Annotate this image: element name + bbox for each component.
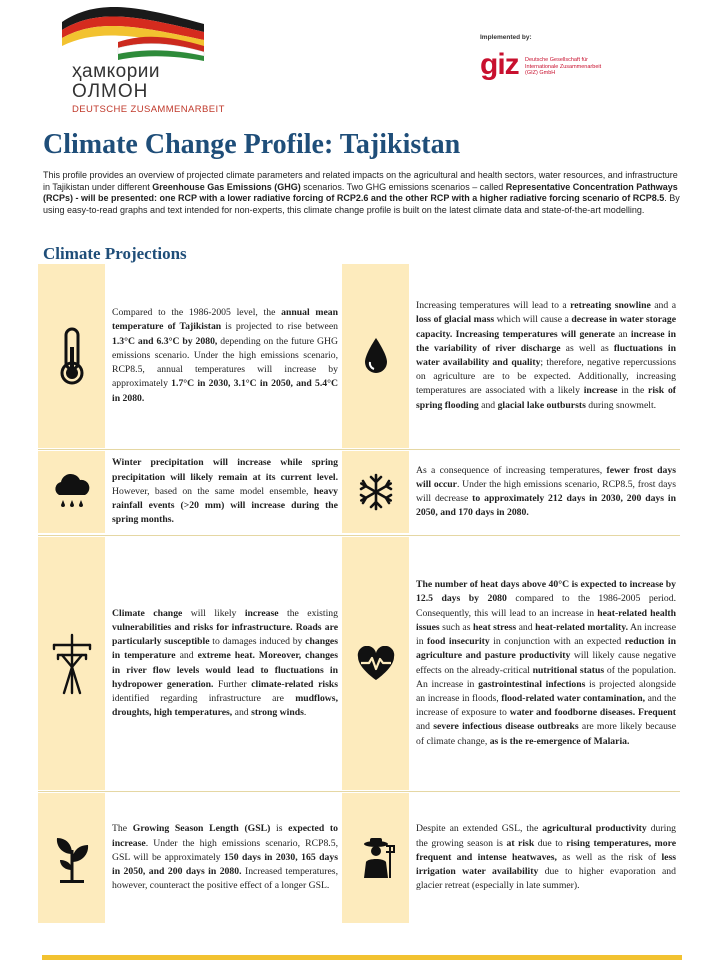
infrastructure-text: Climate change will likely increase the existing vulnerabilities and risks for infrastructure. Roads are particularly susceptible to damages induced by changes in temperature and extreme heat. Moreover, changes in river flow levels would lead to fluctuations in hydropower generation. Further climate-related risks identified regarding infrastructure are mudflows, droughts, high temperatures, and strong winds. — [105, 537, 342, 790]
hamkori-olmon-logo-text — [72, 62, 225, 115]
giz-logo: giz — [480, 48, 519, 81]
temperature-text: Compared to the 1986-2005 level, the annual mean temperature of Tajikistan is projected to rise between 1.3°C and 6.3°C by 2080, depending on the future GHG emissions scenario. Under the high emissions scenario, RCP8.5, annual temperatures will increase by approximately 1.7°C in 2030, 3.1°C in 2050, and 5.4°C in 2080. — [105, 264, 342, 448]
water-text: Increasing temperatures will lead to a retreating snowline and a loss of glacial mass which will cause a decrease in water storage capacity. Increasing temperatures will generate an increase in the variability of river discharge as well as fluctuations in water availability and quality; therefore, negative repercussions on agriculture are to be expected. Additionally, increasing temperatures are associated with a likely increase in the risk of spring flooding and glacial lake outbursts during snowmelt. — [409, 264, 680, 448]
agriculture-cell — [342, 793, 680, 923]
implemented-by-label: Implemented by: — [480, 34, 532, 41]
seedling-icon — [52, 832, 92, 884]
page-title: Climate Change Profile: Tajikistan — [43, 129, 461, 160]
intro-paragraph: This profile provides an overview of projected climate parameters and related impacts on the agricultural and health sectors, water resources, and infrastructure in Tajikistan under different Greenhouse Gas Emissions (GHG) scenarios. Two GHG emissions scenarios – called Representative Concentration Pathways (RCPs) - will be presented: one RCP with a lower radiative forcing of RCP2.6 and the other RCP with a higher radiative forcing scenario of RCP8.5. By using easy-to-read graphs and text intended for non-experts, this climate change profile is built on the latest climate data and state-of-the-art modelling. — [43, 170, 680, 215]
logo-line-2: ОЛМОН — [72, 81, 149, 102]
temperature-cell — [38, 264, 342, 448]
header — [0, 0, 720, 125]
row-divider — [38, 535, 680, 536]
agriculture-text: Despite an extended GSL, the agricultural productivity during the growing season is at risk due to rising temperatures, more frequent and intense heatwaves, as well as the risk of less irrigation water availability due to higher evaporation and glacier retreat (especially in late summer). — [409, 793, 680, 923]
health-cell — [342, 537, 680, 790]
frost-cell — [342, 451, 680, 533]
logo-line-3: DEUTSCHE ZUSAMMENARBEIT — [72, 104, 225, 115]
growing-season-cell — [38, 793, 342, 923]
growing-season-text: The Growing Season Length (GSL) is expected to increase. Under the high emissions scenario, RCP8.5, GSL will be approximately 150 days in 2030, 165 days in 2050, and 200 days in 2080. Increased temperatures, however, counteract the positive effect of a longer GSL. — [105, 793, 342, 923]
germany-tajikistan-flag-swoosh-icon — [58, 2, 208, 62]
row-divider — [38, 791, 680, 792]
infrastructure-cell — [38, 537, 342, 790]
rain-cloud-icon — [51, 473, 93, 511]
thermometer-icon — [55, 325, 89, 387]
farmer-icon — [356, 836, 396, 880]
logo-line-1: ҳамкории — [72, 61, 161, 82]
health-text: The number of heat days above 40°C is expected to increase by 12.5 days by 2080 compared to the 1986-2005 period. Consequently, this will lead to an increase in heat-related health issues such as heat stress and heat-related mortality. An increase in food insecurity in conjunction with an expected reduction in agriculture and pasture productivity will likely cause negative effects on the already-critical nutritional status of the population. An increase in gastrointestinal infections is projected alongside an increase in floods, flood-related water contamination, and the increase of exposure to water and foodborne diseases. Frequent and severe infectious disease outbreaks are more likely because of climate change, as is the re-emergence of Malaria. — [409, 537, 680, 790]
precipitation-text: Winter precipitation will increase while spring precipitation will likely remain at its current level. However, based on the same model ensemble, heavy rainfall events (>20 mm) will increase during the spring months. — [105, 451, 342, 533]
precipitation-cell — [38, 451, 342, 533]
snowflake-icon — [356, 472, 396, 512]
giz-logo-subtext: Deutsche Gesellschaft für Internationale Zusammenarbeit (GIZ) GmbH — [525, 57, 602, 76]
heart-pulse-icon — [356, 646, 396, 682]
footer-bar — [42, 955, 682, 960]
power-pylon-icon — [50, 633, 94, 695]
frost-text: As a consequence of increasing temperatures, fewer frost days will occur. Under the high emissions scenario, RCP8.5, frost days will decrease to approximately 212 days in 2030, 200 days in 2050, and 170 days in 2080. — [409, 451, 680, 533]
row-divider — [38, 449, 680, 450]
water-drop-icon — [363, 336, 389, 376]
water-cell — [342, 264, 680, 448]
section-title: Climate Projections — [43, 244, 187, 263]
